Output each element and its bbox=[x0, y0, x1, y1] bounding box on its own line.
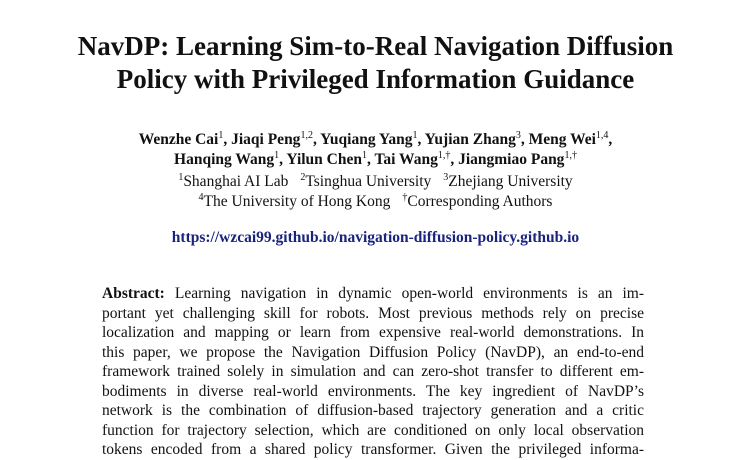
abstract-line: portant yet challenging skill for robots. Most previous methods rely on precise bbox=[102, 304, 644, 322]
affiliation-text: Zhejiang University bbox=[448, 173, 573, 190]
abstract-line: this paper, we propose the Navigation Diffusion Policy (NavDP), an end-to-end bbox=[102, 343, 644, 361]
abstract-label: Abstract: bbox=[102, 285, 165, 302]
affiliation-text: Shanghai AI Lab bbox=[183, 173, 289, 190]
author-affil-sup: 1 bbox=[362, 149, 367, 161]
author-affil-sup: 1 bbox=[218, 129, 224, 141]
affiliation-sup: 2 bbox=[300, 171, 306, 183]
abstract-line bbox=[102, 284, 644, 304]
abstract-line: network is the combination of diffusion-based trajectory generation and a critic bbox=[102, 402, 644, 419]
author-affil-sup: 1 bbox=[274, 149, 280, 161]
author-list bbox=[0, 130, 751, 170]
author-name: Jiaqi Peng bbox=[231, 131, 301, 148]
affiliation-line-2 bbox=[0, 192, 751, 212]
author-name: Tai Wang bbox=[374, 151, 438, 168]
author-name: Yuqiang Yang bbox=[320, 131, 413, 148]
author-name: Wenzhe Cai bbox=[138, 131, 219, 148]
author-name: Hanqing Wang bbox=[174, 151, 275, 168]
author-affil-sup: 1,2 bbox=[300, 129, 313, 141]
title-line-2: Policy with Privileged Information Guidance bbox=[116, 64, 635, 94]
affiliation-sup: 4 bbox=[198, 191, 204, 203]
author-affil-sup: 1,† bbox=[564, 149, 577, 161]
author-line-2: Hanqing Wang$^1$, Yilun Chen$^1$, Tai Wang$^{1,\dagger}$, Jiangmiao Pang$^{1,\dagger}$ bbox=[174, 149, 577, 168]
abstract-line: bodiments in diverse real-world environments. The key ingredient of NavDP’s bbox=[102, 382, 644, 400]
author-name: Meng Wei bbox=[528, 131, 596, 148]
title-line-1: NavDP: Learning Sim-to-Real Navigation Diffusion bbox=[77, 31, 674, 61]
abstract-line: function for trajectory selection, which are conditioned on only local observation bbox=[102, 421, 644, 439]
affiliation-sup: 1 bbox=[178, 171, 184, 183]
affiliation-text: Corresponding Authors bbox=[407, 193, 553, 210]
author-affil-sup: 1 bbox=[412, 129, 418, 141]
project-url-link[interactable]: https://wzcai99.github.io/navigation-diffusion-policy.github.io bbox=[171, 229, 580, 246]
abstract-line: tokens encoded from a shared policy transformer. Given the privileged informa- bbox=[102, 441, 644, 458]
affiliation-text: Tsinghua University bbox=[305, 173, 432, 190]
abstract-line-text: Learning navigation in dynamic open-world environments is an im- bbox=[174, 285, 645, 302]
affiliations bbox=[0, 172, 751, 212]
paper-title bbox=[0, 30, 751, 96]
author-affil-sup: 3 bbox=[515, 129, 521, 141]
author-affil-sup: 1,4 bbox=[595, 129, 609, 141]
affiliation-text: The University of Hong Kong bbox=[203, 193, 391, 210]
abstract-line: framework trained solely in simulation and can zero-shot transfer to different em- bbox=[102, 363, 644, 380]
affiliation-sup: † bbox=[402, 191, 408, 203]
abstract-line: localization and mapping or learn from expensive real-world demonstrations. In bbox=[102, 324, 644, 341]
author-line-1: Wenzhe Cai$^1$, Jiaqi Peng$^{1,2}$, Yuqiang Yang$^1$, Yujian Zhang$^3$, Meng Wei$^{1,4}$, bbox=[138, 129, 613, 148]
affiliation-sup: 3 bbox=[443, 171, 449, 183]
affiliation-line-1 bbox=[0, 172, 751, 192]
abstract bbox=[102, 284, 644, 460]
author-name: Jiangmiao Pang bbox=[458, 151, 565, 168]
author-name: Yilun Chen bbox=[286, 151, 362, 168]
author-affil-sup: 1,† bbox=[437, 149, 451, 161]
author-name: Yujian Zhang bbox=[424, 131, 516, 148]
